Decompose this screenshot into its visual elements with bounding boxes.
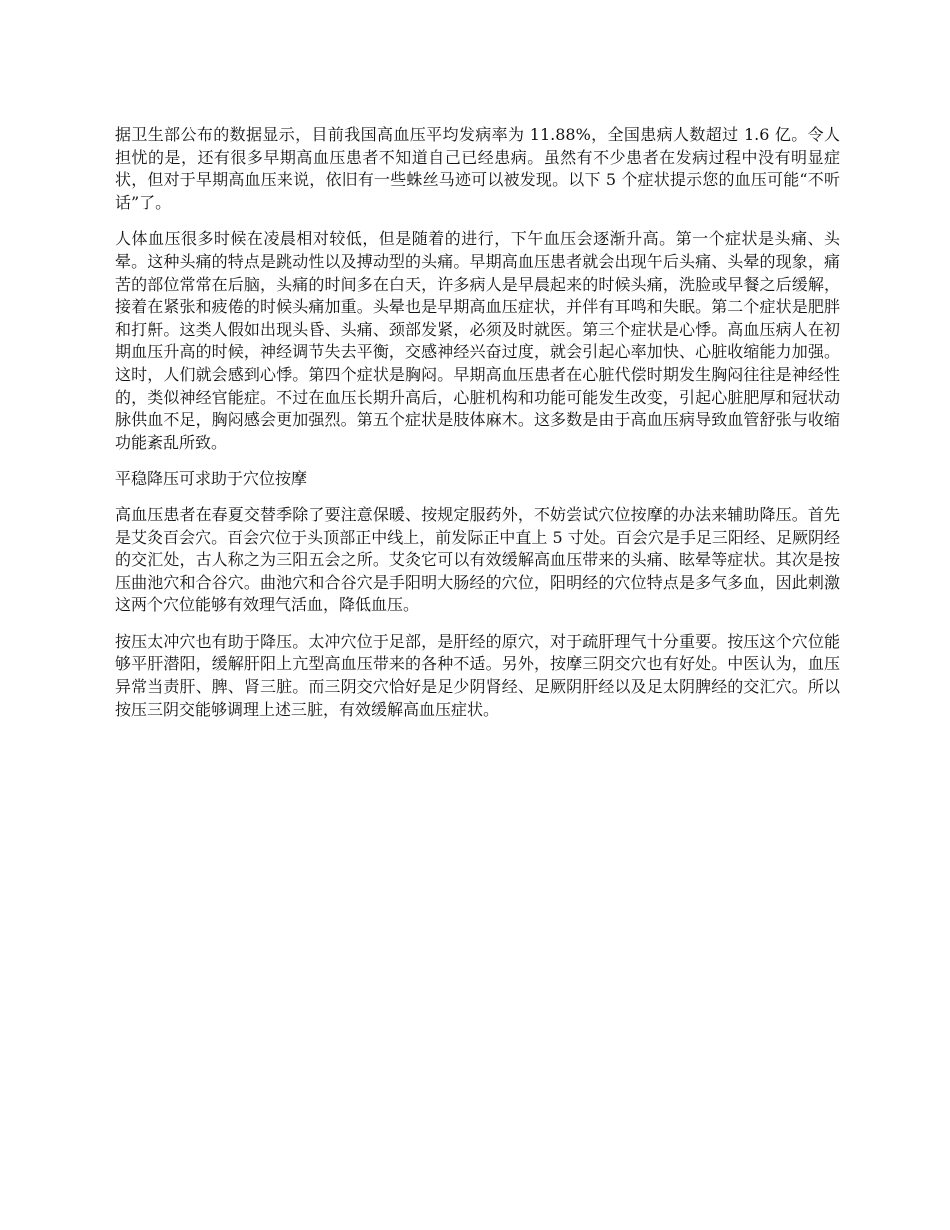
paragraph-taichong: 按压太冲穴也有助于降压。太冲穴位于足部，是肝经的原穴，对于疏肝理气十分重要。按压这个穴位能够平肝潜阳，缓解肝阳上亢型高血压带来的各种不适。另外，按摩三阴交穴也有好处。中医认为，血压异常当责肝、脾、肾三脏。而三阴交穴恰好是足少阴肾经、足厥阴肝经以及足太阴脾经的交汇穴。所以按压三阴交能够调理上述三脏，有效缓解高血压症状。	[115, 631, 840, 719]
paragraph-intro: 据卫生部公布的数据显示，目前我国高血压平均发病率为 11.88%，全国患病人数超过 1.6 亿。令人担忧的是，还有很多早期高血压患者不知道自己已经患病。虽然有不少患者在发病过程中没有明显症状，但对于早期高血压来说，依旧有一些蛛丝马迹可以被发现。以下 5 个症状提示您的血压可能“不听话”了。	[115, 125, 840, 212]
document-page	[115, 124, 840, 735]
paragraph-symptoms: 人体血压很多时候在凌晨相对较低，但是随着的进行，下午血压会逐渐升高。第一个症状是头痛、头晕。这种头痛的特点是跳动性以及搏动型的头痛。早期高血压患者就会出现午后头痛、头晕的现象，痛苦的部位常常在后脑，头痛的时间多在白天，许多病人是早晨起来的时候头痛，洗脸或早餐之后缓解，接着在紧张和疲倦的时候头痛加重。头晕也是早期高血压症状，并伴有耳鸣和失眠。第二个症状是肥胖和打鼾。这类人假如出现头昏、头痛、颈部发紧，必须及时就医。第三个症状是心悸。高血压病人在初期血压升高的时候，神经调节失去平衡，交感神经兴奋过度，就会引起心率加快、心脏收缩能力加强。这时，人们就会感到心悸。第四个症状是胸闷。早期高血压患者在心脏代偿时期发生胸闷往往是神经性的，类似神经官能症。不过在血压长期升高后，心脏机构和功能可能发生改变，引起心脏肥厚和冠状动脉供血不足，胸闷感会更加强烈。第五个症状是肢体麻木。这多数是由于高血压病导致血管舒张与收缩功能紊乱所致。	[115, 229, 840, 452]
paragraph-acupoint-massage: 高血压患者在春夏交替季除了要注意保暖、按规定服药外，不妨尝试穴位按摩的办法来辅助降压。首先是艾灸百会穴。百会穴位于头顶部正中线上，前发际正中直上 5 寸处。百会穴是手足三阳经、足厥阴经的交汇处，古人称之为三阳五会之所。艾灸它可以有效缓解高血压带来的头痛、眩晕等症状。其次是按压曲池穴和合谷穴。曲池穴和合谷穴是手阳明大肠经的穴位，阳明经的穴位特点是多气多血，因此刺激这两个穴位能够有效理气活血，降低血压。	[115, 504, 840, 615]
section-heading: 平稳降压可求助于穴位按摩	[115, 469, 308, 489]
